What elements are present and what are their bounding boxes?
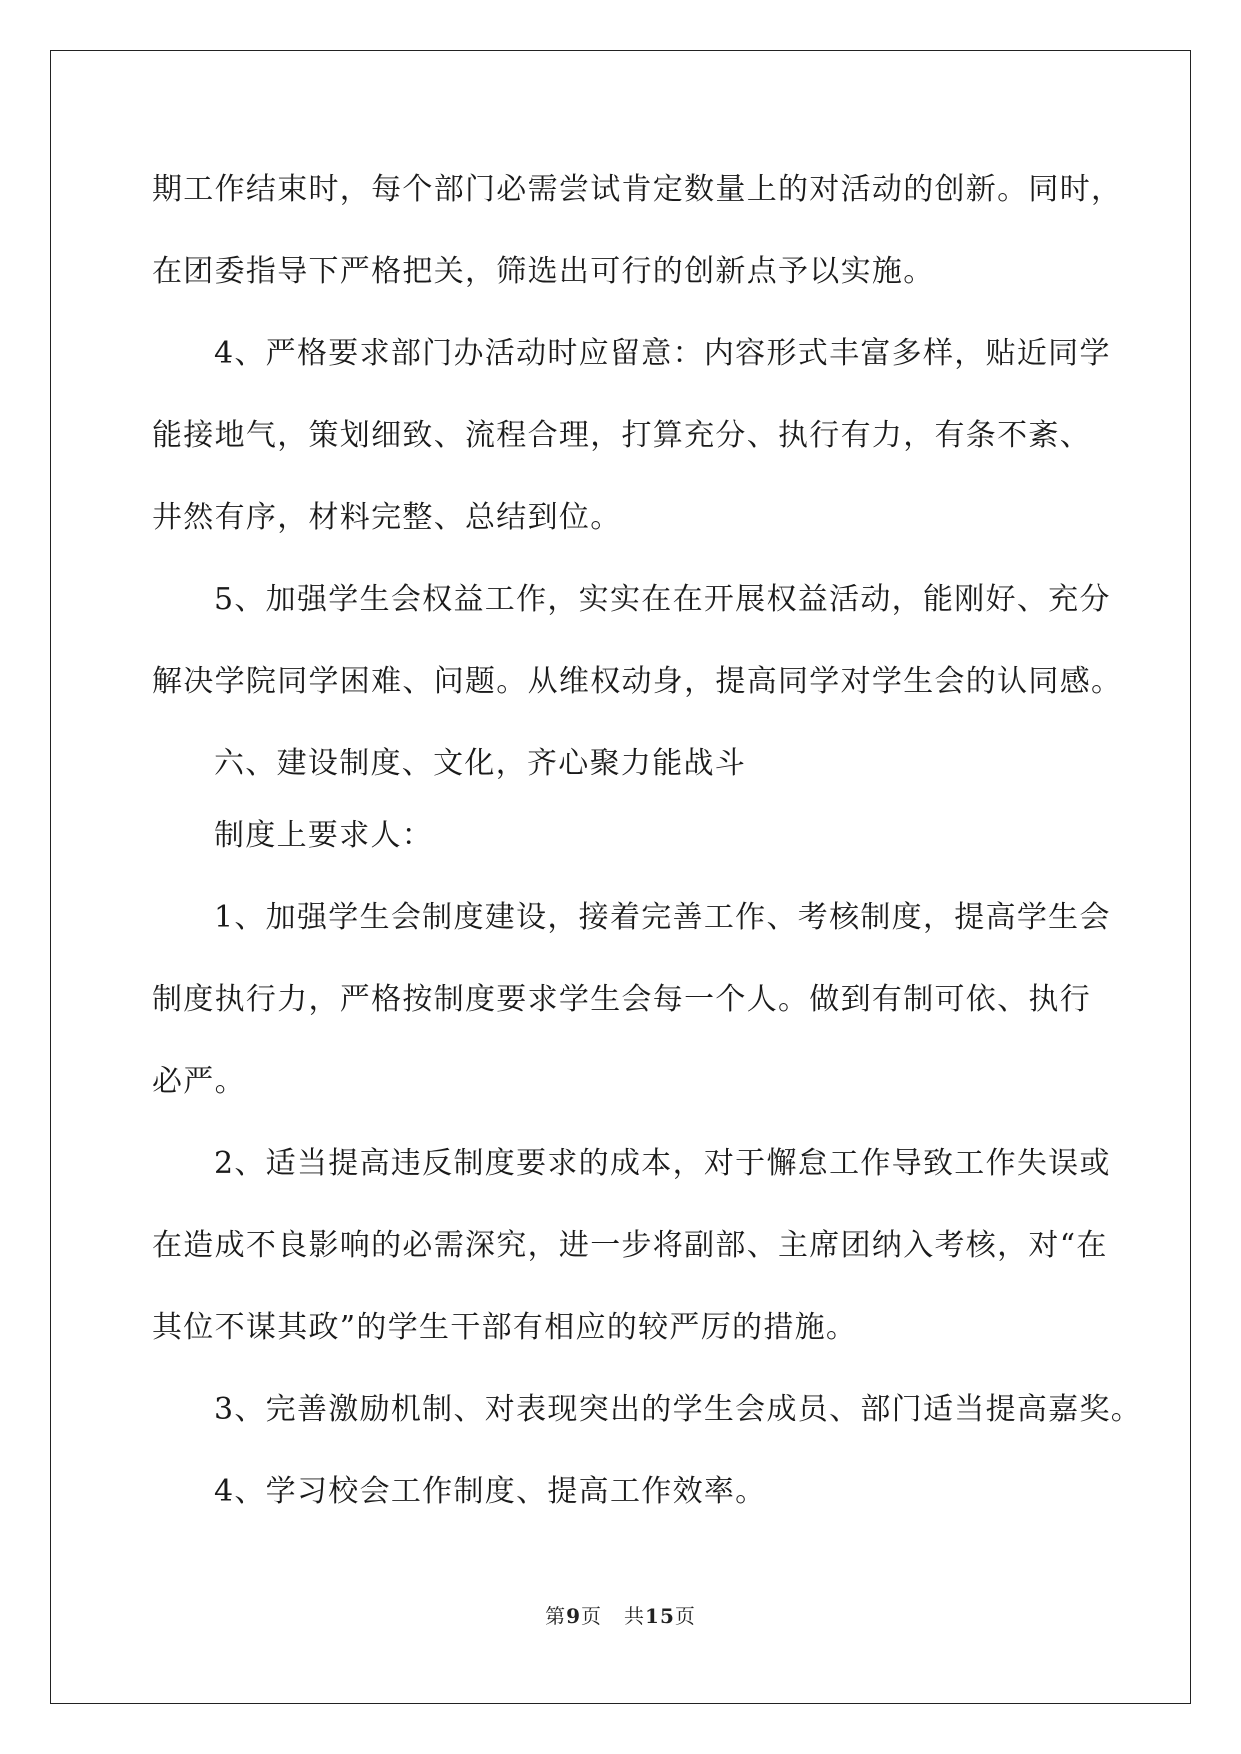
text-line-13: 2、适当提高违反制度要求的成本，对于懈怠工作导致工作失误或: [214, 1146, 1111, 1181]
total-pages: 15: [645, 1604, 675, 1628]
text-line-12: 必严。: [152, 1064, 246, 1099]
page-prefix: 第: [545, 1604, 567, 1628]
page-suffix: 页: [581, 1604, 603, 1628]
document-body: [152, 163, 1143, 1547]
text-line-3: 4、严格要求部门办活动时应留意：内容形式丰富多样，贴近同学: [214, 336, 1111, 371]
text-line-14: 在造成不良影响的必需深究，进一步将副部、主席团纳入考核，对“在: [152, 1228, 1108, 1263]
text-line-16: 3、完善激励机制、对表现突出的学生会成员、部门适当提高嘉奖。: [214, 1392, 1143, 1427]
section-heading: 六、建设制度、文化，齐心聚力能战斗: [214, 746, 747, 781]
text-line-6: 5、加强学生会权益工作，实实在在开展权益活动，能刚好、充分: [214, 582, 1111, 617]
text-line-2: 在团委指导下严格把关，筛选出可行的创新点予以实施。: [152, 254, 935, 289]
total-suffix: 页: [674, 1604, 696, 1628]
text-line-5: 井然有序，材料完整、总结到位。: [152, 500, 622, 535]
text-line-1: 期工作结束时，每个部门必需尝试肯定数量上的对活动的创新。同时，: [152, 172, 1123, 207]
text-line-7: 解决学院同学困难、问题。从维权动身，提高同学对学生会的认同感。: [152, 664, 1123, 699]
text-line-9: 制度上要求人：: [214, 818, 434, 853]
text-line-4: 能接地气，策划细致、流程合理，打算充分、执行有力，有条不紊、: [152, 418, 1091, 453]
text-line-11: 制度执行力，严格按制度要求学生会每一个人。做到有制可依、执行: [152, 982, 1091, 1017]
text-line-15: 其位不谋其政”的学生干部有相应的较严厉的措施。: [152, 1310, 858, 1345]
text-line-17: 4、学习校会工作制度、提高工作效率。: [214, 1474, 767, 1509]
page-footer: [0, 1600, 1241, 1629]
text-line-10: 1、加强学生会制度建设，接着完善工作、考核制度，提高学生会: [214, 900, 1111, 935]
page-number: 9: [566, 1604, 582, 1628]
total-prefix: 共: [624, 1604, 646, 1628]
